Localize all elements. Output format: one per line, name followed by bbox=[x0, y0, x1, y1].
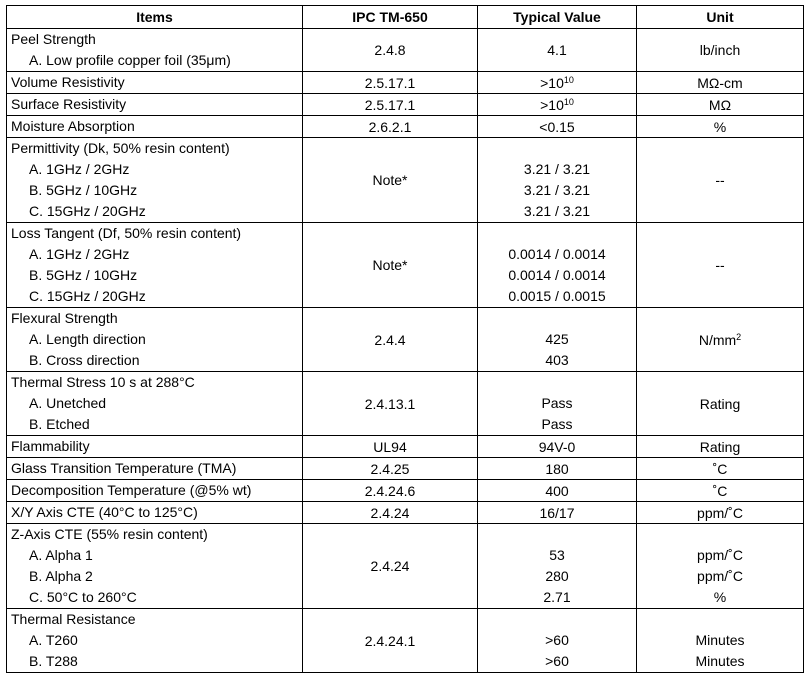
value-cell bbox=[478, 72, 637, 94]
ipc-cell: 2.5.17.1 bbox=[303, 72, 478, 94]
value-cell: 16/17 bbox=[478, 502, 637, 524]
value-line: >60 bbox=[545, 653, 569, 669]
value-cell bbox=[478, 372, 637, 436]
item-sub: B. 5GHz / 10GHz bbox=[29, 267, 138, 283]
item-sub: C. 15GHz / 20GHz bbox=[29, 203, 146, 219]
item-title: Flexural Strength bbox=[11, 310, 118, 326]
item-title: Surface Resistivity bbox=[7, 94, 303, 116]
value-line bbox=[482, 372, 632, 393]
unit-cell: ˚C bbox=[637, 480, 804, 502]
row-glass-transition bbox=[7, 458, 804, 480]
unit-cell: Rating bbox=[637, 436, 804, 458]
ipc-cell: 2.6.2.1 bbox=[303, 116, 478, 138]
ipc-cell: Note* bbox=[303, 223, 478, 308]
item-sub: A. 1GHz / 2GHz bbox=[29, 161, 130, 177]
unit-cell bbox=[637, 524, 804, 609]
item-sub: B. Etched bbox=[29, 416, 90, 432]
item-sub: A. T260 bbox=[29, 632, 78, 648]
item-title: Thermal Stress 10 s at 288°C bbox=[11, 374, 195, 390]
row-thermal-resistance bbox=[7, 609, 804, 673]
value-base: >10 bbox=[540, 74, 564, 91]
item-sub: B. Alpha 2 bbox=[29, 568, 93, 584]
value-base: >10 bbox=[540, 96, 564, 113]
unit-cell: lb/inch bbox=[637, 29, 804, 72]
item-title: Moisture Absorption bbox=[7, 116, 303, 138]
unit-cell: % bbox=[637, 116, 804, 138]
value-cell bbox=[478, 609, 637, 673]
unit-cell: -- bbox=[637, 138, 804, 223]
item-title: Permittivity (Dk, 50% resin content) bbox=[11, 140, 230, 156]
item-cell bbox=[7, 29, 303, 72]
value-line: 403 bbox=[545, 352, 569, 368]
ipc-cell: Note* bbox=[303, 138, 478, 223]
unit-line: ppm/˚C bbox=[697, 547, 743, 563]
row-loss-tangent bbox=[7, 223, 804, 308]
item-cell bbox=[7, 524, 303, 609]
value-line: 3.21 / 3.21 bbox=[523, 203, 591, 219]
row-flammability bbox=[7, 436, 804, 458]
item-title: X/Y Axis CTE (40°C to 125°C) bbox=[7, 502, 303, 524]
value-line bbox=[482, 138, 632, 159]
ipc-cell: 2.4.4 bbox=[303, 308, 478, 372]
row-decomposition-temperature bbox=[7, 480, 804, 502]
value-line: 3.21 / 3.21 bbox=[523, 182, 591, 198]
unit-cell bbox=[637, 609, 804, 673]
value-line: 0.0014 / 0.0014 bbox=[508, 246, 606, 262]
unit-cell bbox=[637, 308, 804, 372]
value-line bbox=[482, 609, 632, 630]
value-cell bbox=[478, 138, 637, 223]
unit-cell: MΩ-cm bbox=[637, 72, 804, 94]
row-peel-strength bbox=[7, 29, 804, 72]
item-sub: A. Unetched bbox=[29, 395, 107, 411]
value-line: 280 bbox=[545, 568, 569, 584]
ipc-cell: 2.4.24 bbox=[303, 502, 478, 524]
unit-cell: Rating bbox=[637, 372, 804, 436]
row-permittivity bbox=[7, 138, 804, 223]
item-cell bbox=[7, 609, 303, 673]
value-line: 0.0014 / 0.0014 bbox=[508, 267, 606, 283]
row-moisture-absorption bbox=[7, 116, 804, 138]
item-sub: B. Cross direction bbox=[29, 352, 140, 368]
ipc-cell: 2.4.25 bbox=[303, 458, 478, 480]
item-sub: A. Length direction bbox=[29, 331, 146, 347]
unit-line bbox=[641, 524, 799, 545]
value-line: 0.0015 / 0.0015 bbox=[508, 288, 606, 304]
value-line bbox=[482, 223, 632, 244]
ipc-cell: 2.5.17.1 bbox=[303, 94, 478, 116]
item-title: Flammability bbox=[7, 436, 303, 458]
row-flexural-strength bbox=[7, 308, 804, 372]
item-sub: B. T288 bbox=[29, 653, 78, 669]
ipc-cell: 2.4.24 bbox=[303, 524, 478, 609]
header-row bbox=[7, 6, 804, 29]
value-line: 53 bbox=[549, 547, 565, 563]
unit-line: % bbox=[713, 589, 727, 605]
ipc-cell: 2.4.24.6 bbox=[303, 480, 478, 502]
ipc-cell: UL94 bbox=[303, 436, 478, 458]
value-cell: 180 bbox=[478, 458, 637, 480]
item-title: Loss Tangent (Df, 50% resin content) bbox=[11, 225, 242, 241]
value-cell: <0.15 bbox=[478, 116, 637, 138]
item-sub: A. Low profile copper foil (35μm) bbox=[29, 52, 231, 68]
value-line: 2.71 bbox=[543, 589, 571, 605]
value-line bbox=[482, 524, 632, 545]
unit-exponent: 2 bbox=[736, 331, 742, 342]
item-title: Thermal Resistance bbox=[11, 611, 136, 627]
ipc-cell: 2.4.8 bbox=[303, 29, 478, 72]
unit-line bbox=[641, 609, 799, 630]
value-line: >60 bbox=[545, 632, 569, 648]
row-thermal-stress bbox=[7, 372, 804, 436]
unit-cell: -- bbox=[637, 223, 804, 308]
item-title: Peel Strength bbox=[11, 31, 96, 47]
row-volume-resistivity bbox=[7, 72, 804, 94]
value-cell bbox=[478, 223, 637, 308]
item-cell bbox=[7, 138, 303, 223]
unit-line: Minutes bbox=[695, 653, 745, 669]
value-exponent: 10 bbox=[563, 96, 574, 107]
unit-cell: ppm/˚C bbox=[637, 502, 804, 524]
row-surface-resistivity bbox=[7, 94, 804, 116]
item-title: Glass Transition Temperature (TMA) bbox=[7, 458, 303, 480]
ipc-cell: 2.4.13.1 bbox=[303, 372, 478, 436]
value-exponent: 10 bbox=[563, 74, 574, 85]
value-cell bbox=[478, 524, 637, 609]
value-line: Pass bbox=[541, 416, 573, 432]
properties-table bbox=[6, 5, 804, 673]
unit-line: Minutes bbox=[695, 632, 745, 648]
header-items: Items bbox=[7, 6, 303, 29]
value-cell bbox=[478, 308, 637, 372]
value-line: 425 bbox=[545, 331, 569, 347]
item-cell bbox=[7, 223, 303, 308]
header-typical-value: Typical Value bbox=[478, 6, 637, 29]
header-unit: Unit bbox=[637, 6, 804, 29]
header-ipc: IPC TM-650 bbox=[303, 6, 478, 29]
unit-base: N/mm bbox=[698, 331, 737, 348]
value-line bbox=[482, 308, 632, 329]
value-line: Pass bbox=[541, 395, 573, 411]
item-title: Z-Axis CTE (55% resin content) bbox=[11, 526, 208, 542]
item-cell bbox=[7, 372, 303, 436]
unit-line: ppm/˚C bbox=[697, 568, 743, 584]
value-cell: 400 bbox=[478, 480, 637, 502]
value-cell bbox=[478, 94, 637, 116]
ipc-cell: 2.4.24.1 bbox=[303, 609, 478, 673]
item-sub: A. 1GHz / 2GHz bbox=[29, 246, 130, 262]
item-cell bbox=[7, 308, 303, 372]
item-title: Decomposition Temperature (@5% wt) bbox=[7, 480, 303, 502]
unit-cell: MΩ bbox=[637, 94, 804, 116]
unit-cell: ˚C bbox=[637, 458, 804, 480]
item-title: Volume Resistivity bbox=[7, 72, 303, 94]
row-z-cte bbox=[7, 524, 804, 609]
item-sub: C. 15GHz / 20GHz bbox=[29, 288, 146, 304]
item-sub: A. Alpha 1 bbox=[29, 547, 93, 563]
value-cell: 94V-0 bbox=[478, 436, 637, 458]
value-line: 3.21 / 3.21 bbox=[523, 161, 591, 177]
row-xy-cte bbox=[7, 502, 804, 524]
item-sub: B. 5GHz / 10GHz bbox=[29, 182, 138, 198]
item-sub: C. 50°C to 260°C bbox=[29, 589, 137, 605]
value-cell: 4.1 bbox=[478, 29, 637, 72]
